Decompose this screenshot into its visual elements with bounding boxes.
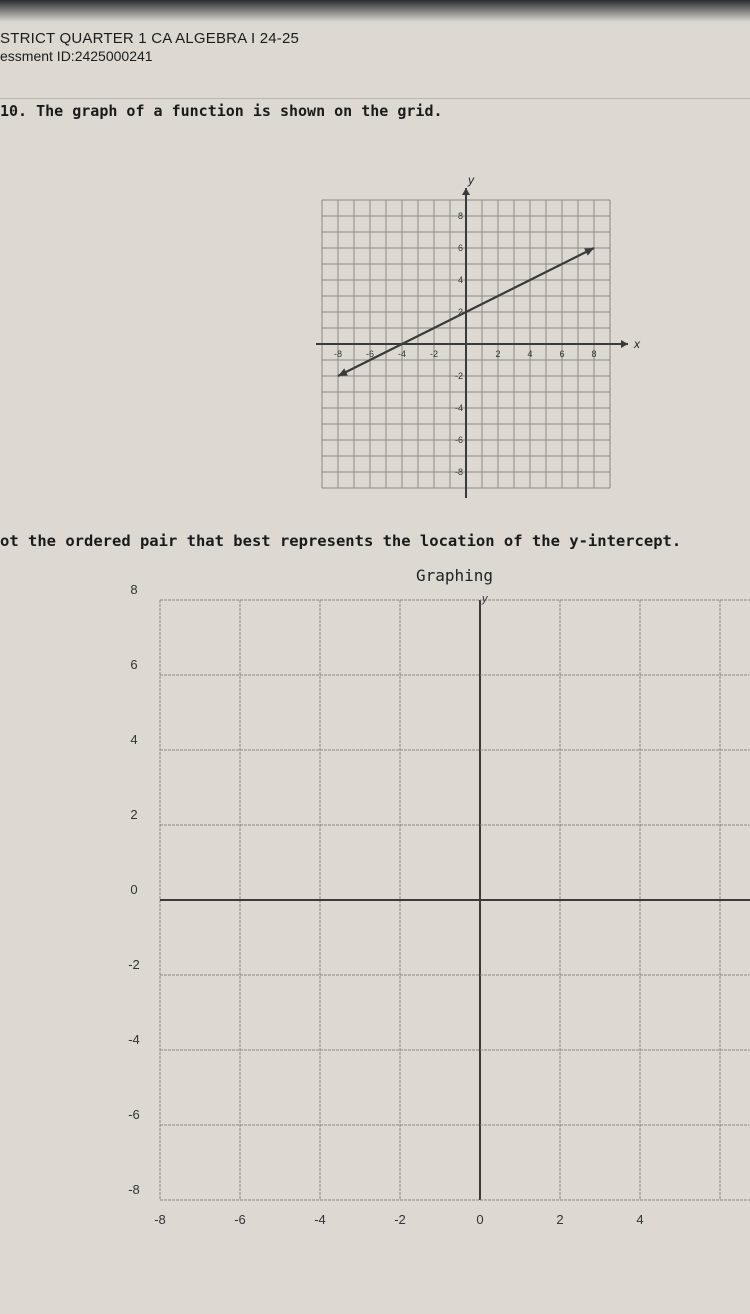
x-tick-label: -8: [154, 1212, 166, 1227]
y-tick-label: -8: [454, 467, 463, 477]
y-axis-label: y: [482, 593, 488, 605]
graphing-grid[interactable]: [0, 582, 750, 1314]
question-text: 10. The graph of a function is shown on the grid.: [0, 102, 443, 120]
y-tick-label: -6: [454, 435, 463, 445]
page-title: STRICT QUARTER 1 CA ALGEBRA I 24-25: [0, 30, 300, 47]
x-tick-label: -4: [314, 1212, 326, 1227]
x-axis-arrow: [621, 340, 628, 348]
x-tick-label: 6: [559, 349, 565, 359]
x-tick-label: -6: [234, 1212, 246, 1227]
x-tick-label: 8: [591, 349, 597, 359]
y-tick-label: 0: [130, 882, 138, 897]
graphing-title: Graphing: [416, 566, 494, 585]
assessment-id: essment ID:2425000241: [0, 48, 153, 64]
y-tick-label: 8: [130, 582, 138, 597]
y-axis-arrow: [462, 188, 470, 195]
x-tick-label: -4: [397, 349, 407, 359]
x-tick-label: -2: [429, 349, 439, 359]
top-shadow: [0, 0, 750, 22]
y-tick-label: 6: [130, 657, 138, 672]
y-axis-label: y: [468, 173, 474, 187]
x-tick-label: 4: [636, 1212, 644, 1227]
y-tick-label: -2: [454, 371, 463, 381]
divider: [0, 98, 750, 99]
y-tick-label: 2: [457, 307, 463, 317]
y-tick-label: 4: [457, 275, 463, 285]
y-tick-label: -4: [128, 1032, 140, 1047]
x-axis-label: x: [634, 337, 640, 351]
x-tick-label: 4: [527, 349, 533, 359]
y-tick-label: 2: [130, 807, 138, 822]
x-tick-label: -8: [333, 349, 343, 359]
y-tick-label: 8: [457, 211, 463, 221]
x-tick-label: -2: [394, 1212, 406, 1227]
x-tick-label: 2: [556, 1212, 564, 1227]
y-tick-label: -2: [128, 957, 140, 972]
y-tick-label: 4: [130, 732, 138, 747]
instruction-text: ot the ordered pair that best represents the location of the y-intercept.: [0, 532, 682, 550]
x-tick-label: 2: [495, 349, 501, 359]
x-tick-label: 0: [476, 1212, 484, 1227]
y-tick-label: -6: [128, 1107, 140, 1122]
y-tick-label: -4: [454, 403, 463, 413]
y-tick-label: -8: [128, 1182, 140, 1197]
x-tick-label: -6: [365, 349, 375, 359]
y-tick-label: 6: [457, 243, 463, 253]
function-graph: [300, 170, 660, 480]
